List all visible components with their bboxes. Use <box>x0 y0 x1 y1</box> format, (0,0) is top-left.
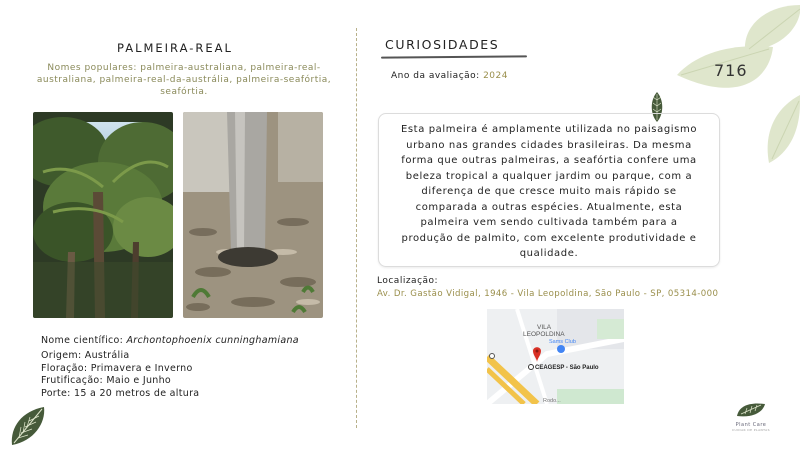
column-divider <box>356 28 358 428</box>
popular-names: Nomes populares: palmeira-australiana, palmeira-real-australiana, palmeira-real-da-austrália, palmeira-seafórtia, seafórtia. <box>36 63 332 97</box>
scientific-name: Archontophoenix cunninghamiana <box>126 335 299 346</box>
map-pin-label: CEAGESP - São Paulo <box>535 365 599 371</box>
photo-palm-trunk <box>183 112 323 318</box>
fact-size: Porte: 15 a 20 metros de altura <box>41 387 200 399</box>
description-text: Esta palmeira é amplamente utilizada no paisagismo urbano nas grandes cidades brasileiras. Da mesma forma que outras palmeiras, a seafórtia confere uma beleza tropical a qualquer jardim ou parque, com a diferença de que cresce muito mais rápido se comparada a outras espécies. Atualmente, esta palmeira vem sendo cultivada também para a produção de palmito, com excelente produtividade e qualidade. <box>400 124 698 259</box>
brand-tagline: CUIDAR DE PLANTAS <box>732 428 770 432</box>
curiosities-underline <box>381 55 527 58</box>
fact-flowering: Floração: Primavera e Inverno <box>41 362 193 374</box>
location-label: Localização: <box>377 276 439 286</box>
record-number: 716 <box>714 61 748 80</box>
scientific-label: Nome científico: <box>41 335 124 346</box>
brand-logo <box>729 402 773 432</box>
plant-title: PALMEIRA-REAL <box>117 41 233 55</box>
location-map[interactable] <box>487 309 624 404</box>
fact-origin: Origem: Austrália <box>41 350 130 361</box>
curiosities-title: CURIOSIDADES <box>385 37 500 52</box>
map-district-line1: VILA <box>537 324 552 331</box>
photo-palm-canopy <box>33 112 173 318</box>
brand-name: Plant Care <box>735 422 767 428</box>
scientific-name-line <box>41 335 299 346</box>
evaluation-year: Ano da avaliação: 2024 <box>391 71 508 81</box>
brand-logo-icon <box>735 402 767 418</box>
map-road-label: Rodo... <box>543 398 561 404</box>
map-store-label: Sams Club <box>549 339 576 345</box>
plant-facts <box>41 350 199 400</box>
location-address[interactable]: Av. Dr. Gastão Vidigal, 1946 - Vila Leopoldina, São Paulo - SP, 05314-000 <box>377 289 719 299</box>
fact-fruiting: Frutificação: Maio e Junho <box>41 375 172 386</box>
map-district-line2: LEOPOLDINA <box>523 331 565 338</box>
palm-leaf-icon <box>8 405 48 447</box>
description-box <box>378 113 720 267</box>
